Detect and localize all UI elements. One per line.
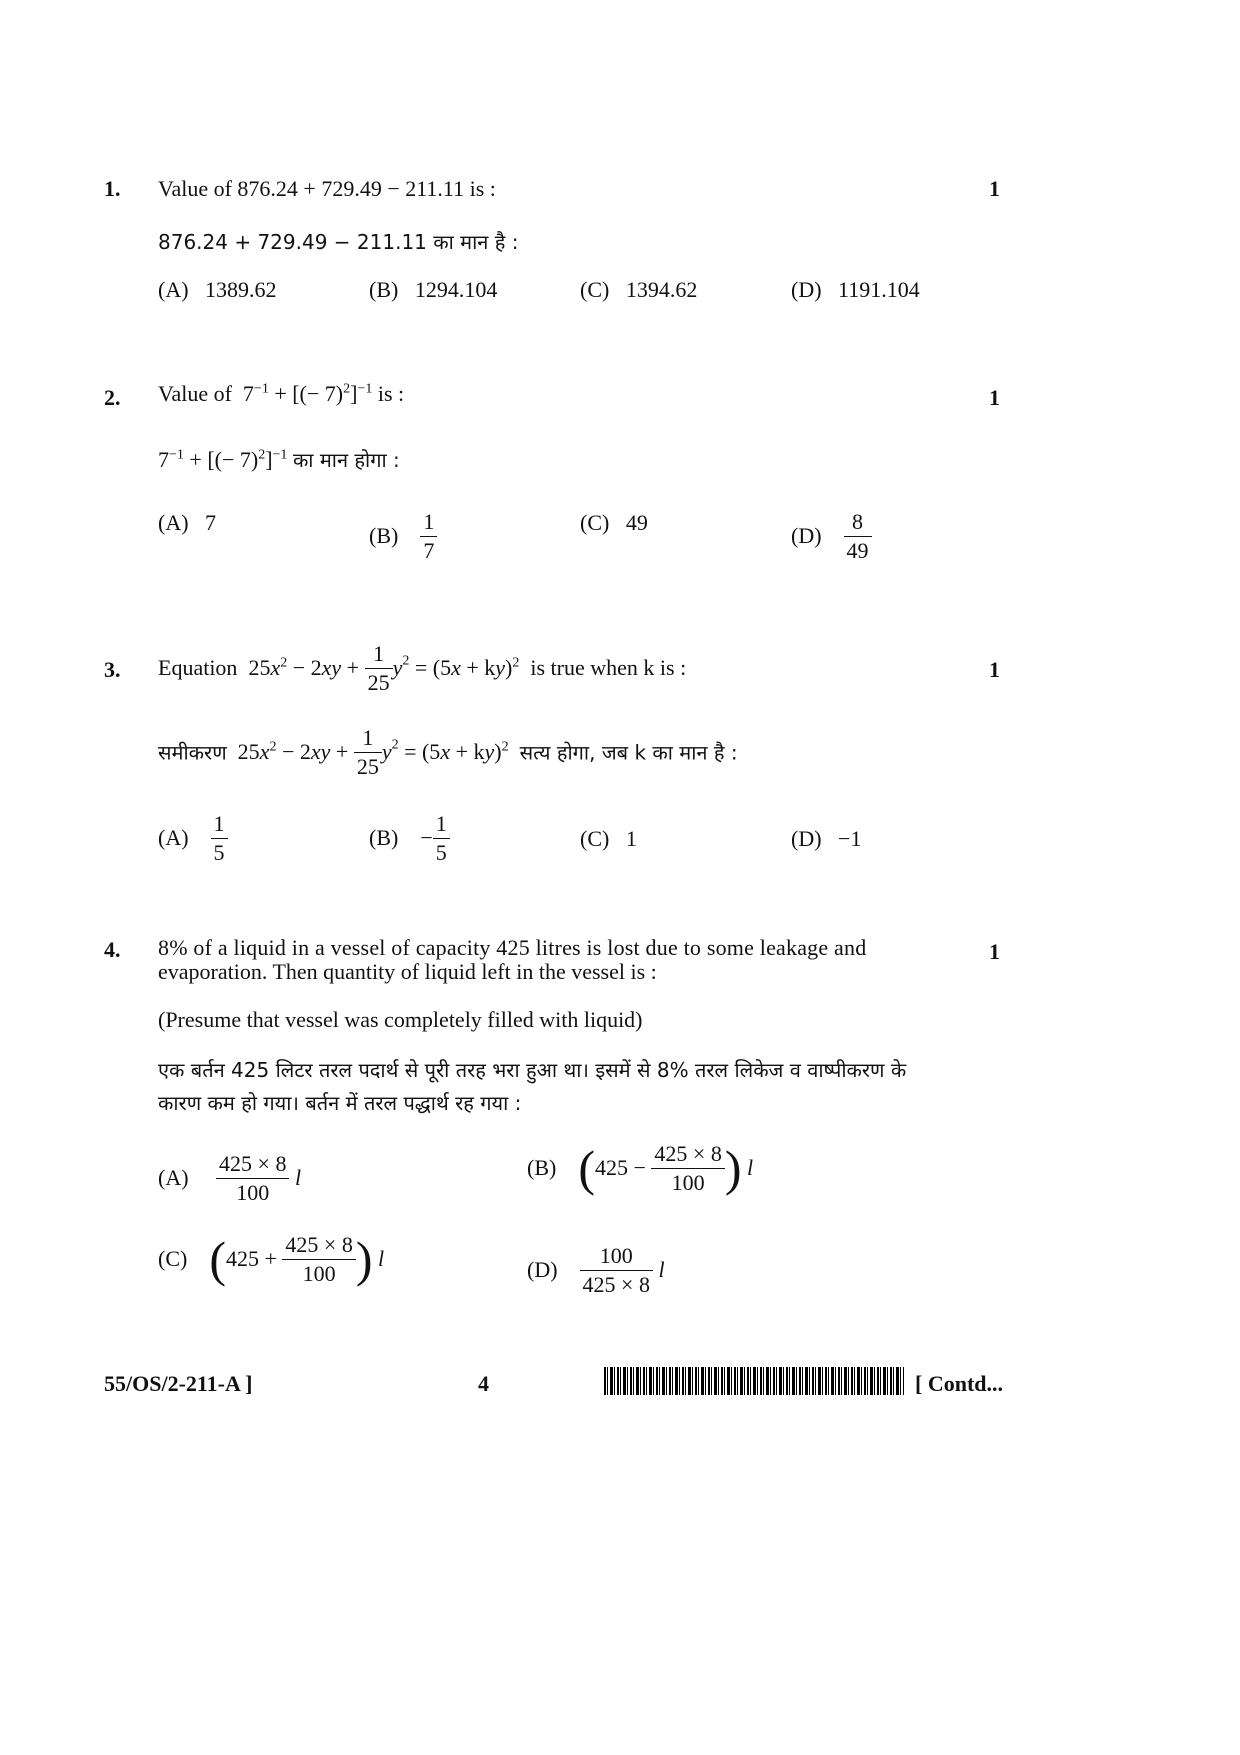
barcode [604,1367,904,1401]
q1-option-a[interactable] [158,277,277,303]
option-fraction: $\frac{425 \times 8}{100}$ [651,1140,724,1196]
option-label: (D) [791,523,822,548]
option-label: (B) [369,825,399,850]
option-value: −1 [838,826,862,851]
q4-text-en-line1: 8% of a liquid in a vessel of capacity 425 litres is lost due to some leakage and [158,935,867,960]
option-fraction: $\frac{425 \times 8}{100}$ [282,1231,355,1287]
q2-option-a[interactable] [158,508,216,536]
q4-option-b[interactable]: (B) (425 − $\frac{425 \times 8}{100}$ ) l [527,1140,754,1196]
option-fraction: $\frac{1}{7}$ [420,508,437,564]
option-label: (D) [791,277,822,302]
q2-number: 2. [104,385,121,410]
q2-option-d[interactable] [791,508,872,564]
q2-marks: 1 [989,385,1000,410]
left-paren: ( [578,1140,595,1196]
q1-option-d[interactable] [791,277,920,303]
option-value: 7 [205,509,217,535]
q4-option-c[interactable]: (C) (425 + $\frac{425 \times 8}{100}$ ) l [158,1231,385,1287]
q4-text-hi-line2: कारण कम हो गया। बर्तन में तरल पद्धार्थ रह गया : [158,1091,522,1115]
option-label: (B) [527,1155,557,1180]
option-label: (A) [158,825,189,850]
option-value: 1394.62 [625,277,698,302]
page-number: 4 [478,1371,489,1396]
option-label: (B) [369,277,399,302]
q3-option-c[interactable] [580,826,637,852]
option-label: (C) [580,826,610,851]
option-label: (C) [580,277,610,302]
q1-marks: 1 [989,176,1000,201]
option-value: 1389.62 [205,277,277,302]
q3-equation: $25x^2 - 2xy$ + [242,655,360,680]
q1-option-b[interactable] [369,277,497,303]
q3-marks: 1 [989,657,1000,682]
q1-text-en: Value of 876.24 + 729.49 − 211.11 is : [158,176,496,201]
q1-option-c[interactable] [580,277,697,303]
left-paren: ( [209,1231,226,1287]
q4-marks: 1 [989,939,1000,964]
option-label: (C) [580,509,610,535]
option-label: (C) [158,1246,188,1271]
q3-text-hi: समीकरण $25x^2 - 2xy$ + $\frac{1}{25}$ $y^2 = (5x + ky)^2$ सत्य होगा, जब k का मान है : [158,725,738,779]
contd-label: [ Contd... [915,1371,1004,1396]
q4-text-en-line2: evaporation. Then quantity of liquid left in the vessel is : [158,959,657,984]
q2-text-en: Value of $7^{-1}$ + [(− 7)$^2$]$^{-1}$ is : [158,381,405,406]
option-value: 1191.104 [838,277,920,302]
option-label: (A) [158,509,189,535]
q3-fraction: $\frac{1}{25}$ [365,640,393,696]
q3-option-b[interactable]: (B) − $\frac{1}{5}$ [369,810,450,866]
q2-option-c[interactable] [580,508,648,536]
option-label: (A) [158,277,189,302]
q2-expression-hi: $7^{-1}$ + [(− 7)$^2$]$^{-1}$ [158,447,288,472]
q3-text-en: Equation $25x^2 - 2xy$ + $\frac{1}{25}$ $y^2 = (5x + ky)^2$ is true when k is : [158,641,687,695]
q1-text-hi: 876.24 + 729.49 − 211.11 का मान है : [158,230,519,254]
option-fraction: $\frac{1}{5}$ [433,810,450,866]
right-paren: ) [355,1231,373,1287]
option-fraction: $\frac{425 \times 8}{100}$ [216,1150,289,1206]
right-paren: ) [724,1140,742,1196]
q2-expression: $7^{-1}$ + [(− 7)$^2$]$^{-1}$ [237,381,373,406]
option-label: (A) [158,1165,189,1190]
q2-text-hi: $7^{-1}$ + [(− 7)$^2$]$^{-1}$ का मान होगा : [158,447,400,472]
q4-option-a[interactable]: (A) $\frac{425 \times 8}{100}$ l [158,1151,302,1205]
option-value: 1294.104 [414,277,498,302]
option-value: 1 [625,826,637,851]
q3-option-d[interactable] [791,826,861,852]
q2-option-b[interactable] [369,508,437,564]
q4-text-hi-line1: एक बर्तन 425 लिटर तरल पदार्थ से पूरी तरह भरा हुआ था। इसमें से 8% तरल लिकेज व वाष्पीकरण के [158,1058,907,1082]
option-fraction: $\frac{100}{425 \times 8}$ [580,1242,653,1298]
option-value: 49 [625,509,648,535]
option-fraction: $\frac{1}{5}$ [211,810,228,866]
q3-option-a[interactable] [158,810,228,866]
q4-option-d[interactable]: (D) $\frac{100}{425 \times 8}$ l [527,1243,665,1297]
q1-number: 1. [104,176,121,201]
q3-number: 3. [104,657,121,682]
option-label: (D) [527,1257,558,1282]
option-fraction: $\frac{8}{49}$ [844,508,872,564]
option-label: (D) [791,826,822,851]
option-label: (B) [369,523,399,548]
q4-number: 4. [104,937,121,962]
q4-note: (Presume that vessel was completely filled with liquid) [158,1007,643,1032]
paper-code: 55/OS/2-211-A ] [104,1371,253,1396]
q3-fraction-hi: $\frac{1}{25}$ [354,724,382,780]
